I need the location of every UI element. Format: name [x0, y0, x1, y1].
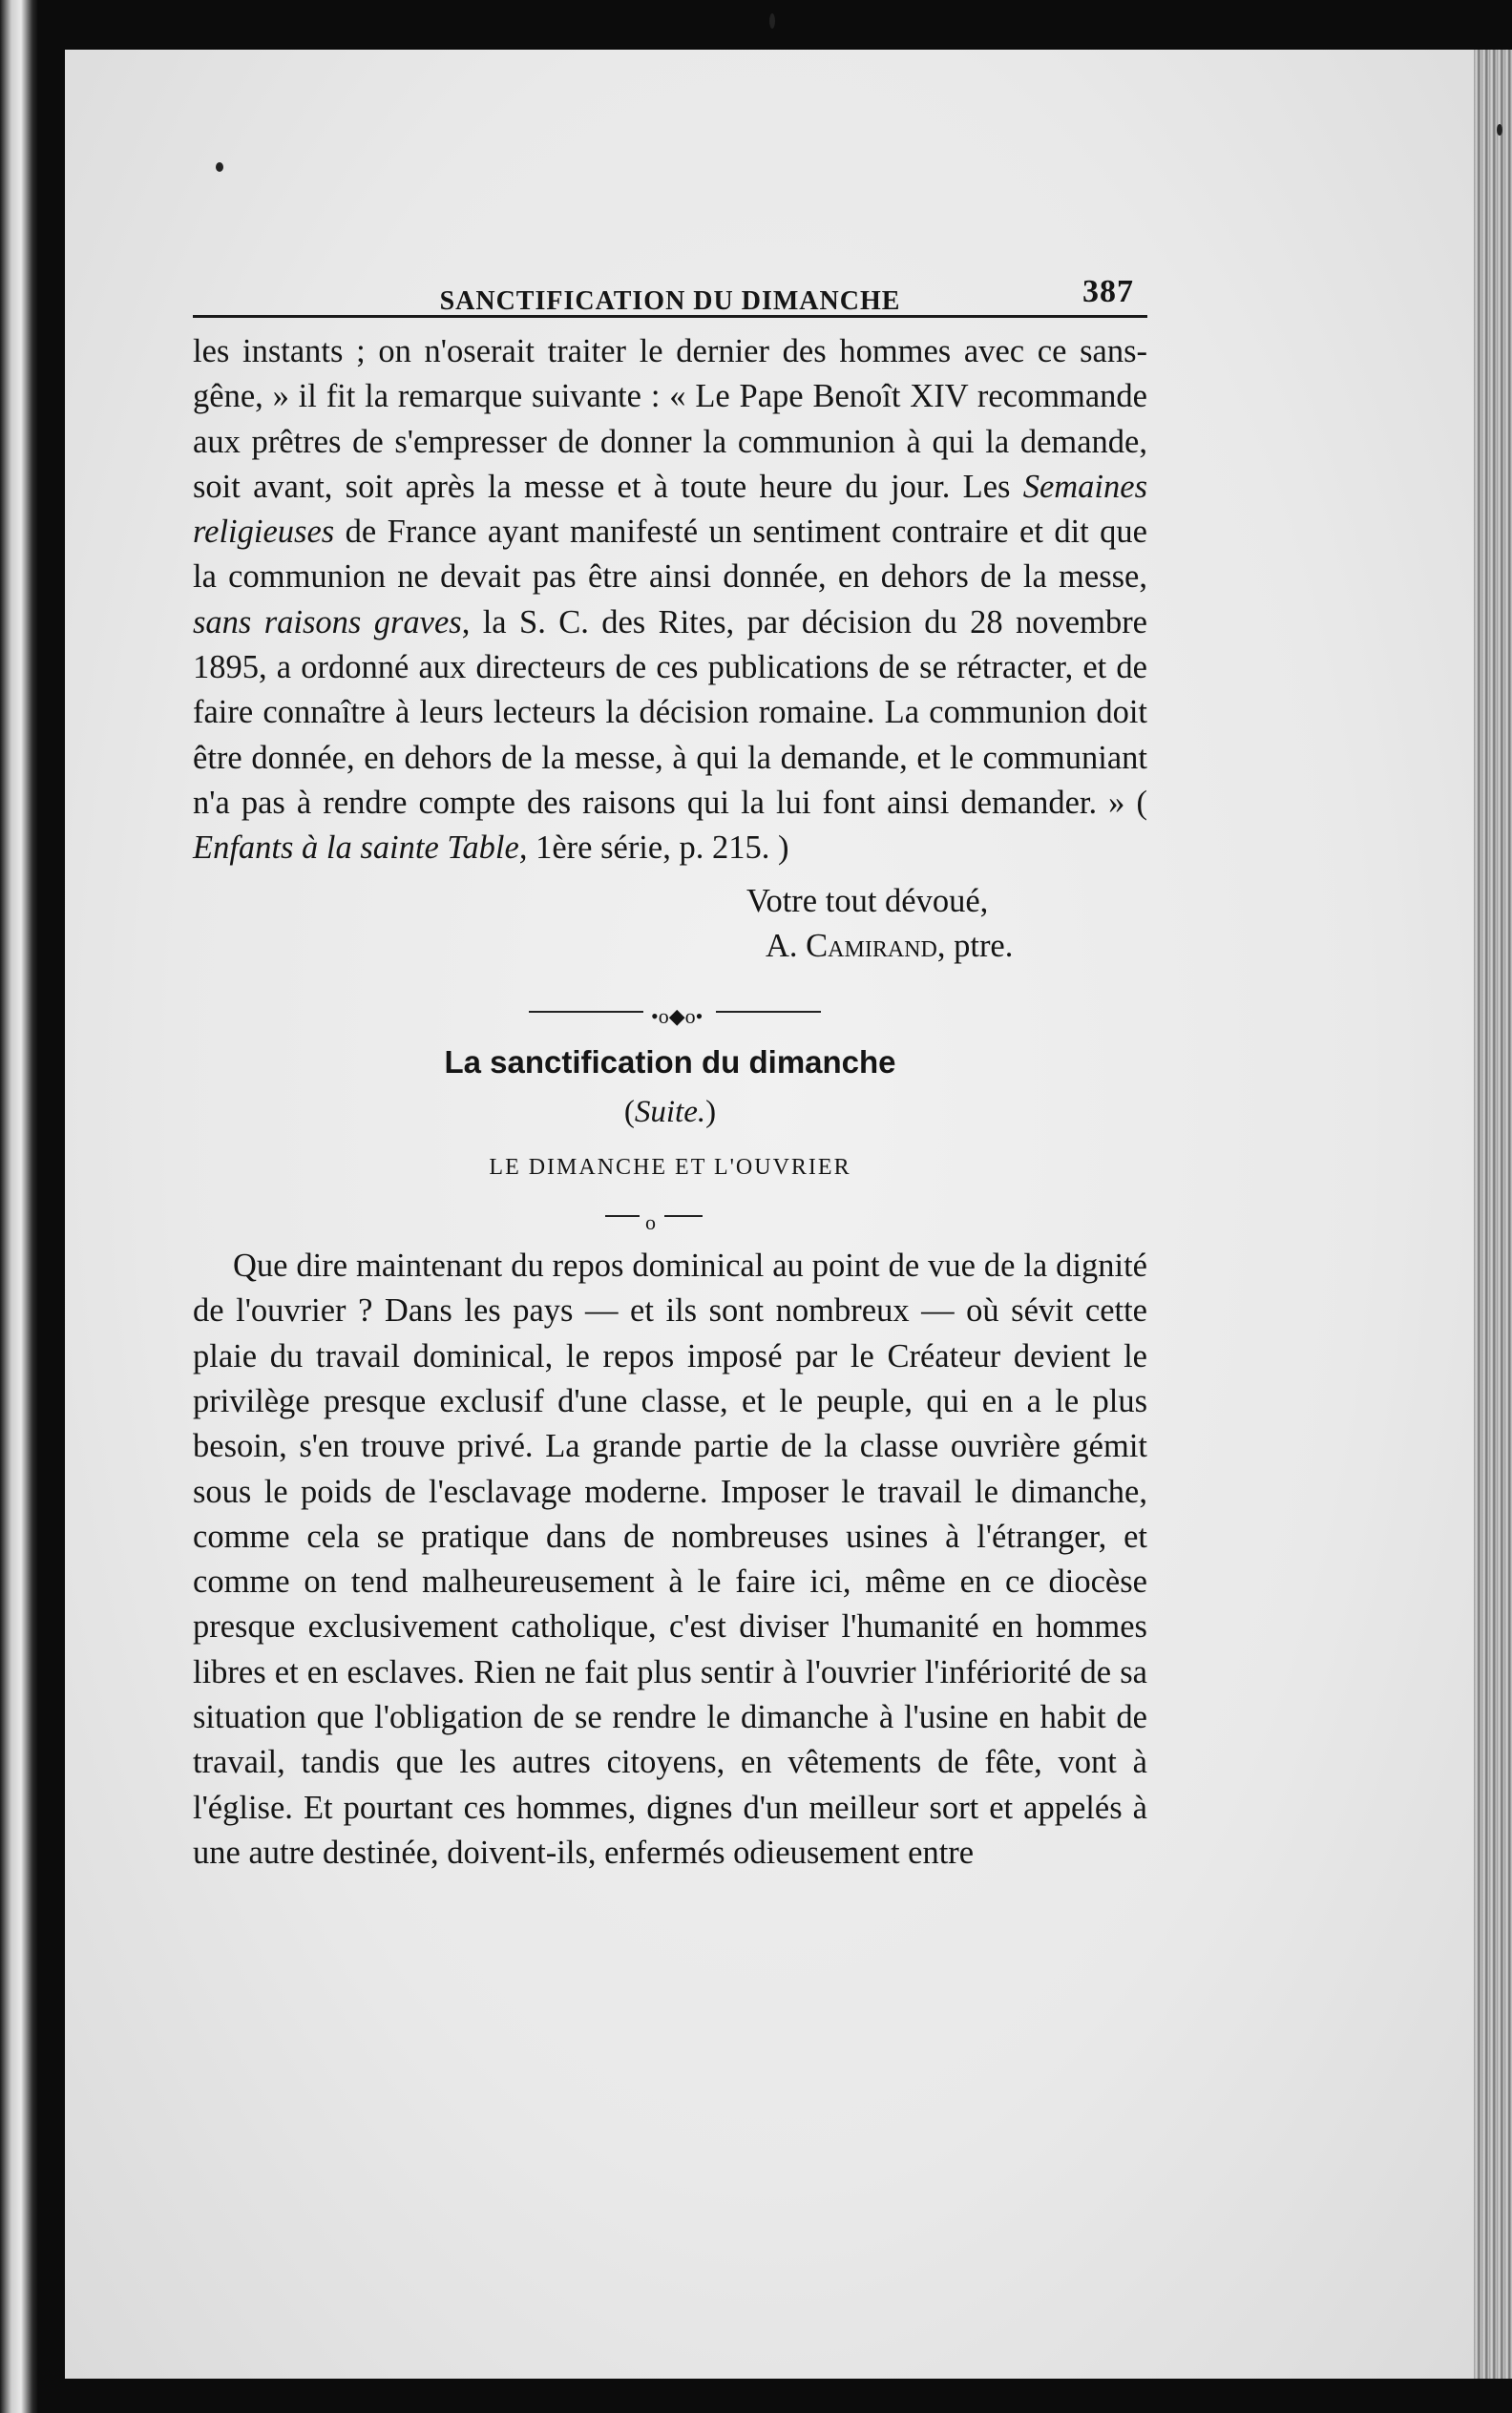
running-title: SANCTIFICATION DU DIMANCHE: [439, 286, 901, 316]
ornament-rule: [605, 1215, 640, 1217]
dust-speck: [1497, 124, 1502, 136]
italic-run: Semaines religieuses: [193, 468, 1147, 551]
text-run: de France ayant manifesté un sentiment contraire et dit que la communion ne devait pas être ainsi donnée, en dehors de la messe,: [193, 514, 1147, 596]
dust-speck: [769, 13, 775, 29]
page-text: [193, 267, 1147, 1876]
text-run: , la S. C. des Rites, par décision du 28 novembre 1895, a ordonné aux directeurs de ces publications de se rétracter, et de faire connaître à leurs lecteurs la décision romaine. La communion doit être donnée, en dehors de la messe, à qui la demande, et le communiant n'a pas à rendre compte des raisons qui la lui font ainsi demander. » (: [193, 603, 1147, 821]
ornament-rule: [529, 1011, 643, 1013]
letter-paragraph: [193, 329, 1147, 871]
section-ornament: [193, 1200, 1147, 1235]
text-run: les instants ; on n'oserait traiter le dernier des hommes avec ce sans-gêne, » il fit la remarque suivante : « Le Pape Benoît XIV recommande aux prêtres de s'empresser de donner la communion à qui la demande, soit avant, soit après la messe et à toute heure du jour. Les: [193, 333, 1147, 505]
article-subtitle: (Suite.): [623, 1095, 717, 1130]
signature-line: [193, 924, 1147, 969]
ornament-rule: [664, 1215, 703, 1217]
italic-run: sans raisons graves: [193, 603, 462, 640]
dust-speck: [216, 162, 223, 172]
text-run: 1ère série, p. 215. ): [527, 829, 789, 867]
signature-suffix: , ptre.: [936, 927, 1014, 964]
ornament-rule: [716, 1011, 821, 1013]
signature-name: Camirand: [806, 927, 937, 964]
ornament-glyph: o: [645, 1210, 656, 1235]
article-title: La sanctification du dimanche: [444, 1044, 896, 1081]
signature-initial: A.: [766, 927, 807, 964]
page-stack-edge: [1474, 50, 1512, 2379]
page-number: 387: [1082, 274, 1134, 309]
ornament-glyph: •o◆o•: [651, 1004, 704, 1029]
closing-line: Votre tout dévoué,: [746, 882, 989, 919]
left-page-edge: [0, 0, 38, 2413]
suite-label: Suite.: [634, 1095, 706, 1130]
running-head: [193, 267, 1147, 315]
article-paragraph: Que dire maintenant du repos dominical au point de vue de la dignité de l'ouvrier ? Dans les pays — et ils sont nombreux — où sévit cette plaie du travail dominical, le repos imposé par le Créateur devient le privilège presque exclusif d'une classe, et le peuple, qui en a le plus besoin, s'en trouve privé. La grande partie de la classe ouvrière gémit sous le poids de l'esclavage moderne. Imposer le travail le dimanche, comme cela se pratique dans de nombreuses usines à l'étranger, et comme on tend malheureusement à le faire ici, même en ce diocèse presque exclusivement catholique, c'est diviser l'humanité en hommes libres et en esclaves. Rien ne fait plus sentir à l'ouvrier l'infériorité de sa situation que l'obligation de se rendre le dimanche à l'usine en habit de travail, tandis que les autres citoyens, en vêtements de fête, vont à l'église. Et pourtant ces hommes, dignes d'un meilleur sort et appelés à une autre destinée, doivent-ils, enfermés odieusement entre: [193, 1248, 1147, 1871]
separator-ornament: [193, 992, 1147, 1030]
section-heading: LE DIMANCHE ET L'OUVRIER: [489, 1154, 851, 1180]
italic-run: Enfants à la sainte Table,: [193, 829, 528, 867]
